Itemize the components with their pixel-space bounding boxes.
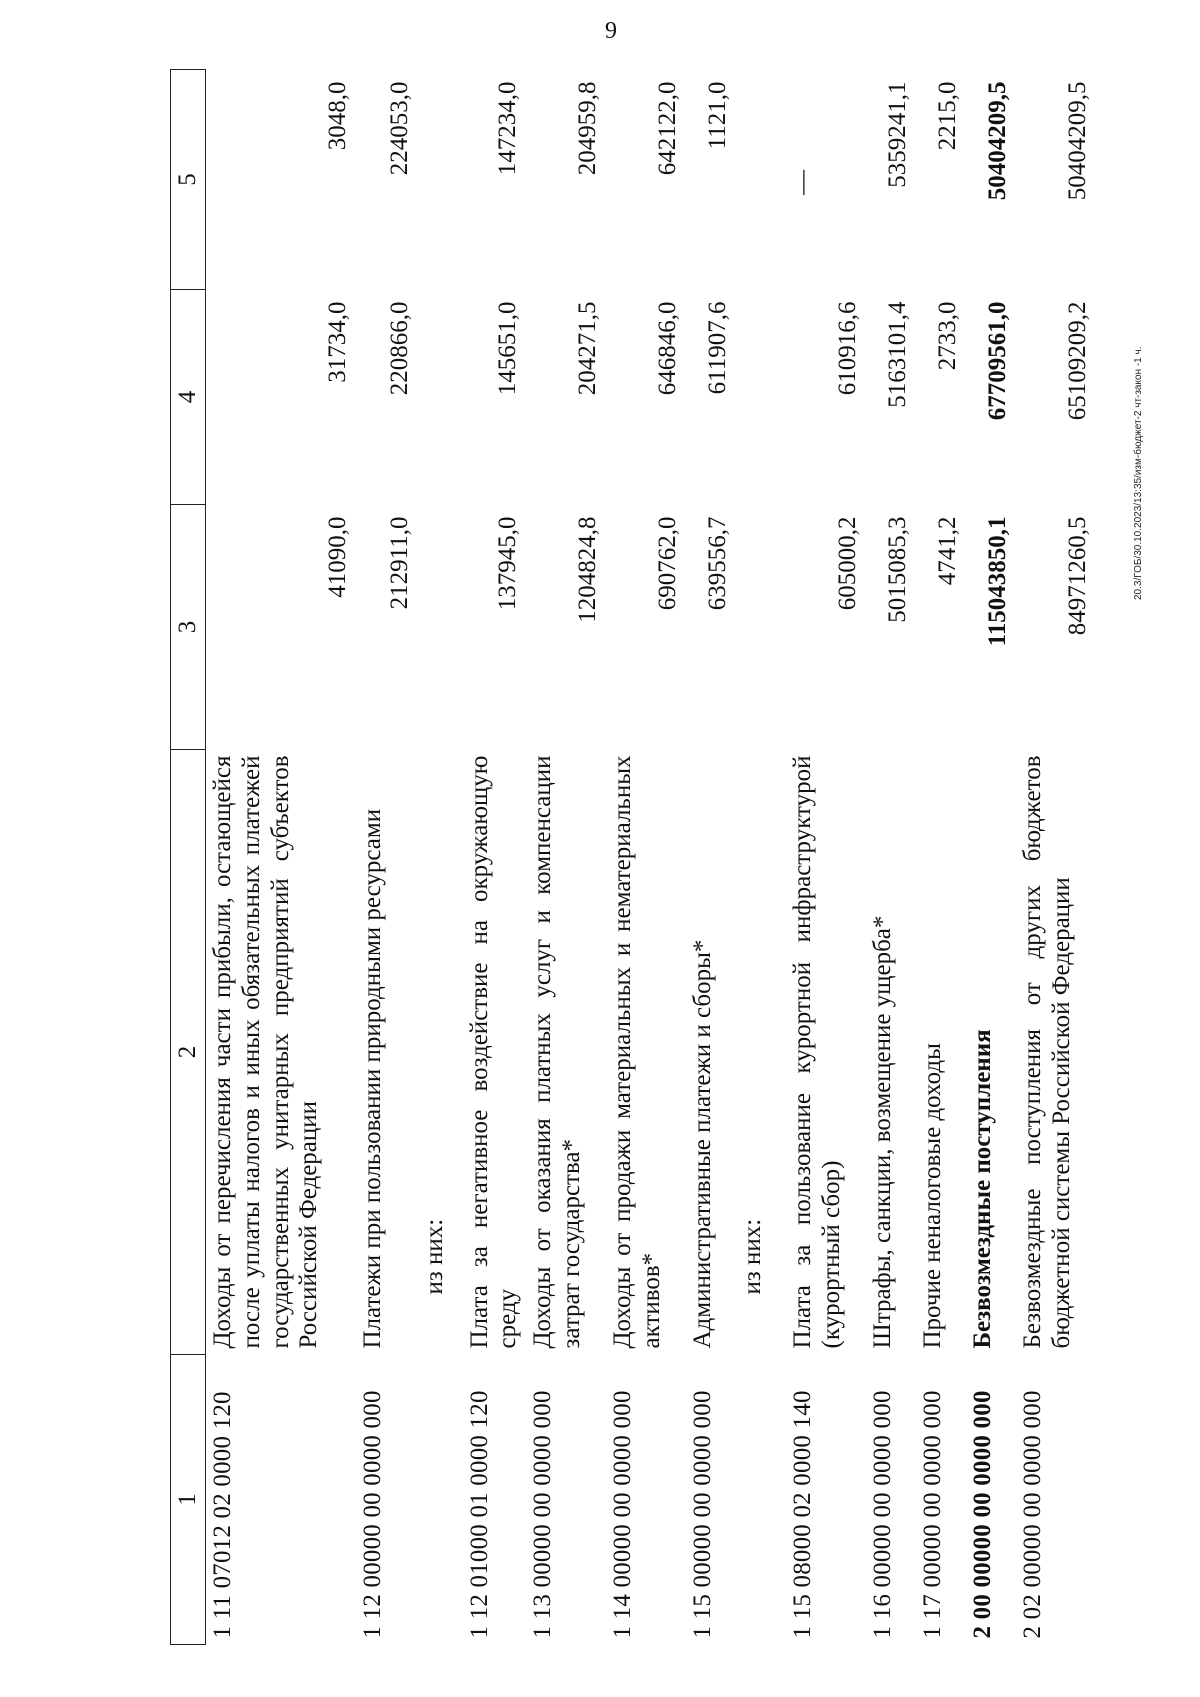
row-value-5: 50404209,5 [1064,81,1092,201]
row-name: Плата за негативное воздействие на окружающую среду [465,755,522,1349]
row-value-5: 224053,0 [385,81,413,176]
row-value-5: 5359241,1 [884,81,912,188]
table-row [418,70,463,1645]
row-value-4: 31734,0 [323,301,351,383]
table-row-total [966,70,1016,1645]
row-value-5: 1121,0 [704,81,732,150]
row-value-5: 3048,0 [323,81,351,151]
row-code: 1 12 01000 01 0000 120 [465,1390,493,1639]
row-name: Прочие неналоговые доходы [919,1043,946,1349]
table-row [356,70,418,1645]
row-name: Безвозмездные поступления от других бюджетов бюджетной системы Российской Федерации [1019,755,1075,1349]
row-code: 1 12 00000 00 0000 000 [358,1390,386,1639]
header-col-2: 2 [171,750,206,1355]
table-row [463,70,527,1645]
row-value-4 [736,290,786,505]
row-value-4: 611907,6 [704,301,732,395]
row-name: из них: [739,1218,766,1295]
row-code: 1 11 07012 02 0000 120 [209,1391,236,1639]
row-value-3: 212911,0 [385,516,413,610]
row-value-3 [418,505,463,750]
row-value-3 [736,505,786,750]
row-value-4: 646846,0 [654,301,682,396]
table-row [916,70,966,1645]
row-value-4: 204271,5 [574,301,602,396]
row-code [418,1355,463,1645]
table-row [206,70,356,1645]
row-value-5: 2215,0 [934,81,962,151]
row-value-4: 610916,6 [834,301,862,396]
row-value-4: 145651,0 [494,301,522,396]
table-row [1016,70,1096,1645]
header-col-3: 3 [171,505,206,750]
table-row [606,70,686,1645]
row-value-3: 115043850,1 [984,516,1012,647]
row-name: Плата за пользование курортной инфраструктурой (курортный сбор) [789,755,845,1349]
row-value-4: 220866,0 [385,301,413,396]
row-code: 1 15 08000 02 0000 140 [789,1390,816,1639]
row-value-4 [418,290,463,505]
row-value-3: 1204824,8 [574,516,602,623]
row-value-3: 690762,0 [654,516,682,611]
row-value-5: 50404209,5 [984,81,1012,201]
table-row [526,70,606,1645]
table-row [736,70,786,1645]
row-value-3: 605000,2 [834,516,862,611]
budget-revenue-table [170,69,1096,1645]
row-name: из них: [420,1218,448,1295]
row-value-3: 639556,7 [704,516,732,611]
row-code: 1 17 00000 00 0000 000 [919,1390,946,1639]
header-col-4: 4 [171,290,206,505]
row-value-3: 137945,0 [494,516,522,611]
row-name: Доходы от перечисления части прибыли, остающейся после уплаты налогов и иных обязательных платежей государственных унитарных предприятий субъектов Российской Федерации [209,755,323,1349]
row-value-3: 4741,2 [934,516,962,586]
row-name: Доходы от оказания платных услуг и компенсации затрат государства* [529,755,585,1349]
header-col-1: 1 [171,1355,206,1645]
page-number: 9 [605,18,617,44]
row-value-3: 5015085,3 [884,516,912,623]
row-code: 1 13 00000 00 0000 000 [529,1390,556,1639]
row-value-5: 642122,0 [654,81,682,176]
row-name: Доходы от продажи материальных и нематериальных активов* [609,755,665,1349]
table-header-row [171,70,206,1645]
row-value-5: 147234,0 [494,81,522,176]
row-value-4: 67709561,0 [984,301,1012,421]
row-value-5: — [789,170,816,195]
table-row [866,70,916,1645]
row-code: 2 00 00000 00 0000 000 [969,1390,996,1639]
row-value-4: 65109209,2 [1064,301,1092,421]
table-row [686,70,736,1645]
row-code: 1 15 00000 00 0000 000 [689,1390,716,1639]
row-value-5 [736,70,786,290]
row-value-3: 84971260,5 [1064,516,1092,636]
row-code: 1 16 00000 00 0000 000 [869,1390,896,1639]
budget-table-rotated [170,70,1092,1645]
row-name: Штрафы, санкции, возмещение ущерба* [869,915,896,1349]
row-code: 1 14 00000 00 0000 000 [609,1390,636,1639]
document-footer-note: 20.3/ГОБ/30.10.2023/13:35/изм-бюджет-2 чт-закон -1 ч. [1133,346,1144,600]
row-code: 2 02 00000 00 0000 000 [1019,1390,1046,1639]
row-code [736,1355,786,1645]
header-col-5: 5 [171,70,206,290]
row-name: Безвозмездные поступления [969,1029,996,1349]
row-value-4: 5163101,4 [884,301,912,408]
row-name: Административные платежи и сборы* [689,939,716,1349]
row-value-3: 41090,0 [323,516,351,598]
row-name: Платежи при пользовании природными ресурсами [358,808,386,1349]
row-value-5: 204959,8 [574,81,602,176]
table-row [786,70,866,1645]
row-value-4: 2733,0 [934,301,962,371]
row-value-5 [418,70,463,290]
